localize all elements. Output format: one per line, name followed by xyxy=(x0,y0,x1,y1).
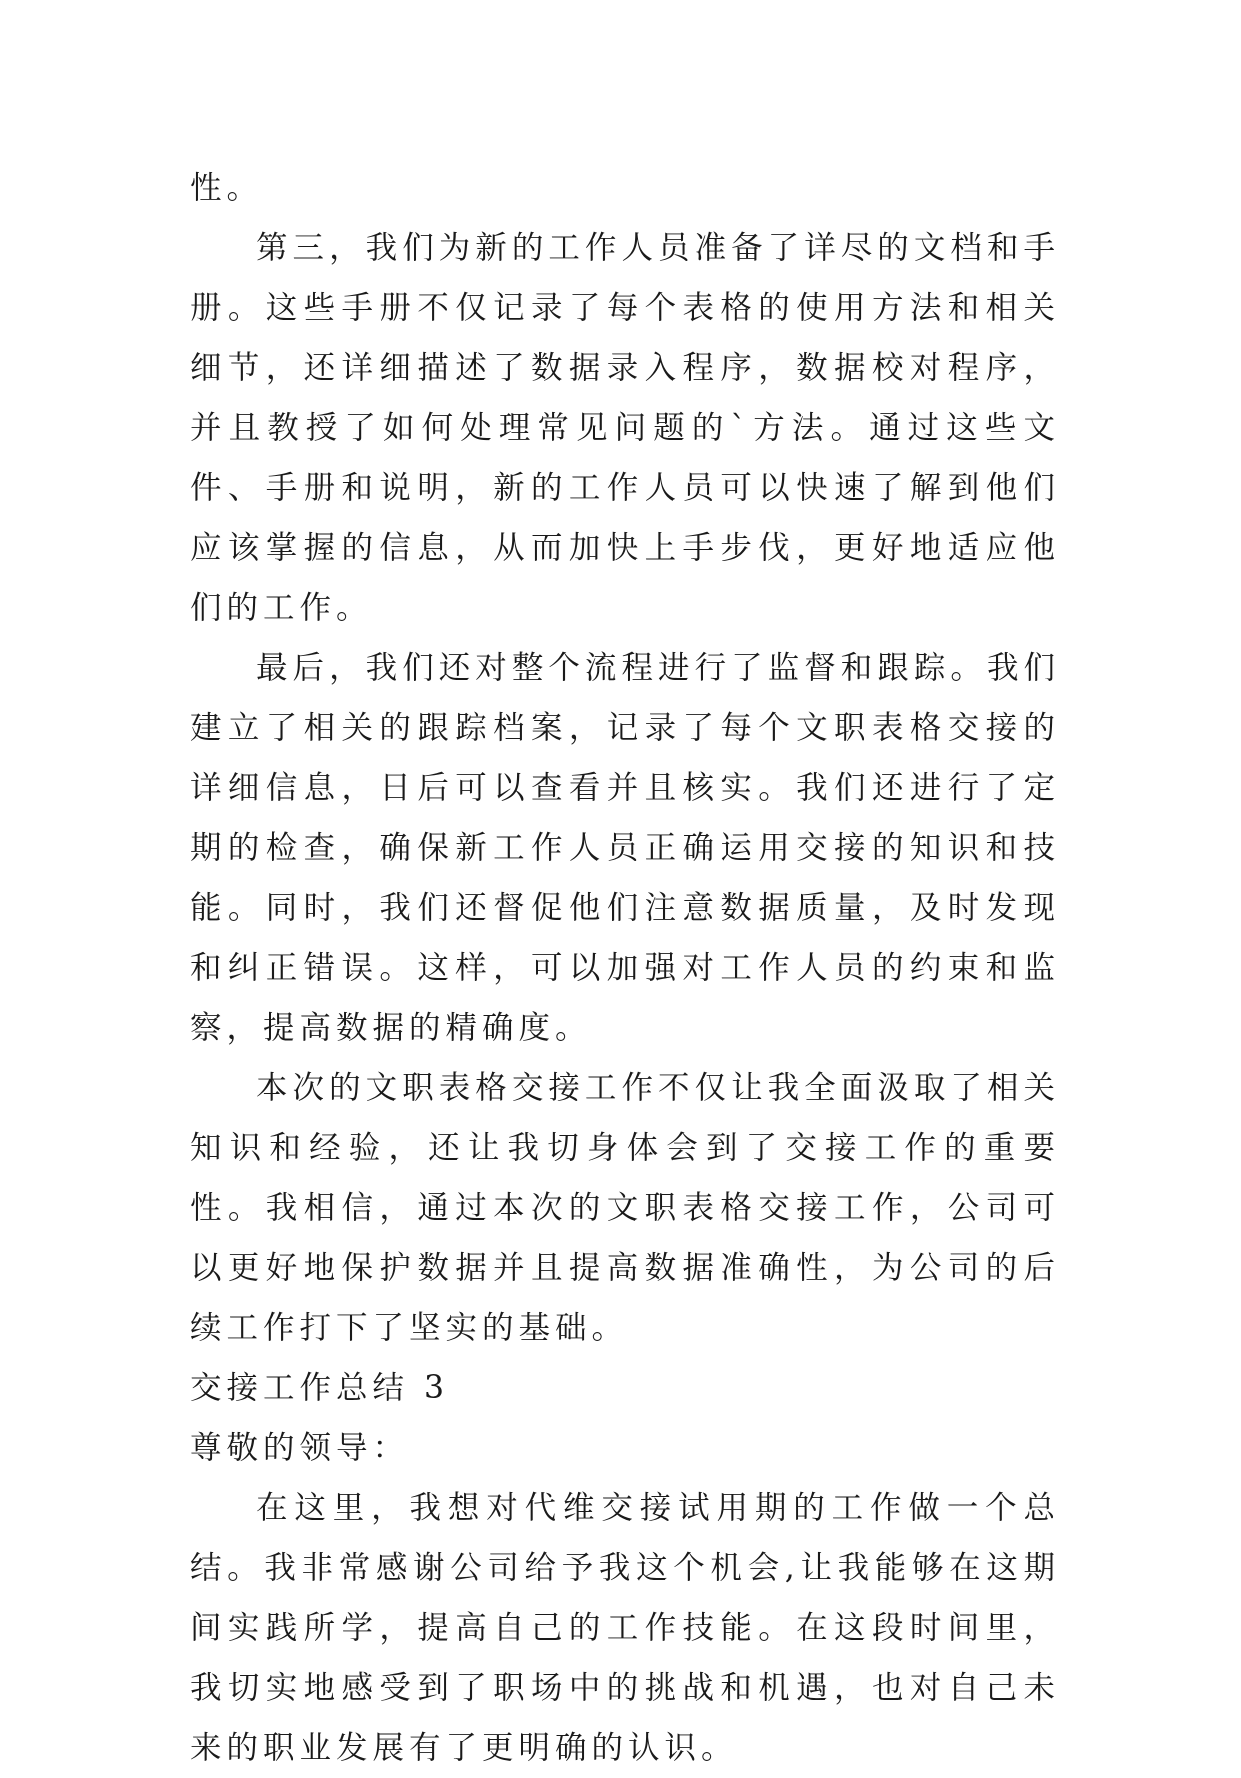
salutation: 尊敬的领导： xyxy=(190,1430,410,1466)
paragraph-summary-intro: 在这里，我想对代维交接试用期的工作做一个总结。我非常感谢公司给予我这个机会,让我能够在这期间实践所学，提高自己的工作技能。在这段时间里，我切实地感受到了职场中的挑战和机遇，也对自己未来的职业发展有了更明确的认识。 xyxy=(190,1490,1060,1766)
section-heading: 交接工作总结 3 xyxy=(190,1370,450,1406)
paragraph-documentation: 第三，我们为新的工作人员准备了详尽的文档和手册。这些手册不仅记录了每个表格的使用方法和相关细节，还详细描述了数据录入程序，数据校对程序，并且教授了如何处理常见问题的`方法。通过这些文件、手册和说明，新的工作人员可以快速了解到他们应该掌握的信息，从而加快上手步伐，更好地适应他们的工作。 xyxy=(190,230,1060,626)
paragraph-conclusion: 本次的文职表格交接工作不仅让我全面汲取了相关知识和经验，还让我切身体会到了交接工作的重要性。我相信，通过本次的文职表格交接工作，公司可以更好地保护数据并且提高数据准确性，为公司的后续工作打下了坚实的基础。 xyxy=(190,1070,1060,1346)
paragraph-supervision: 最后，我们还对整个流程进行了监督和跟踪。我们建立了相关的跟踪档案，记录了每个文职表格交接的详细信息，日后可以查看并且核实。我们还进行了定期的检查，确保新工作人员正确运用交接的知识和技能。同时，我们还督促他们注意数据质量，及时发现和纠正错误。这样，可以加强对工作人员的约束和监察，提高数据的精确度。 xyxy=(190,650,1060,1046)
document-body xyxy=(190,158,1060,1778)
paragraph-continuation: 性。 xyxy=(190,170,264,206)
